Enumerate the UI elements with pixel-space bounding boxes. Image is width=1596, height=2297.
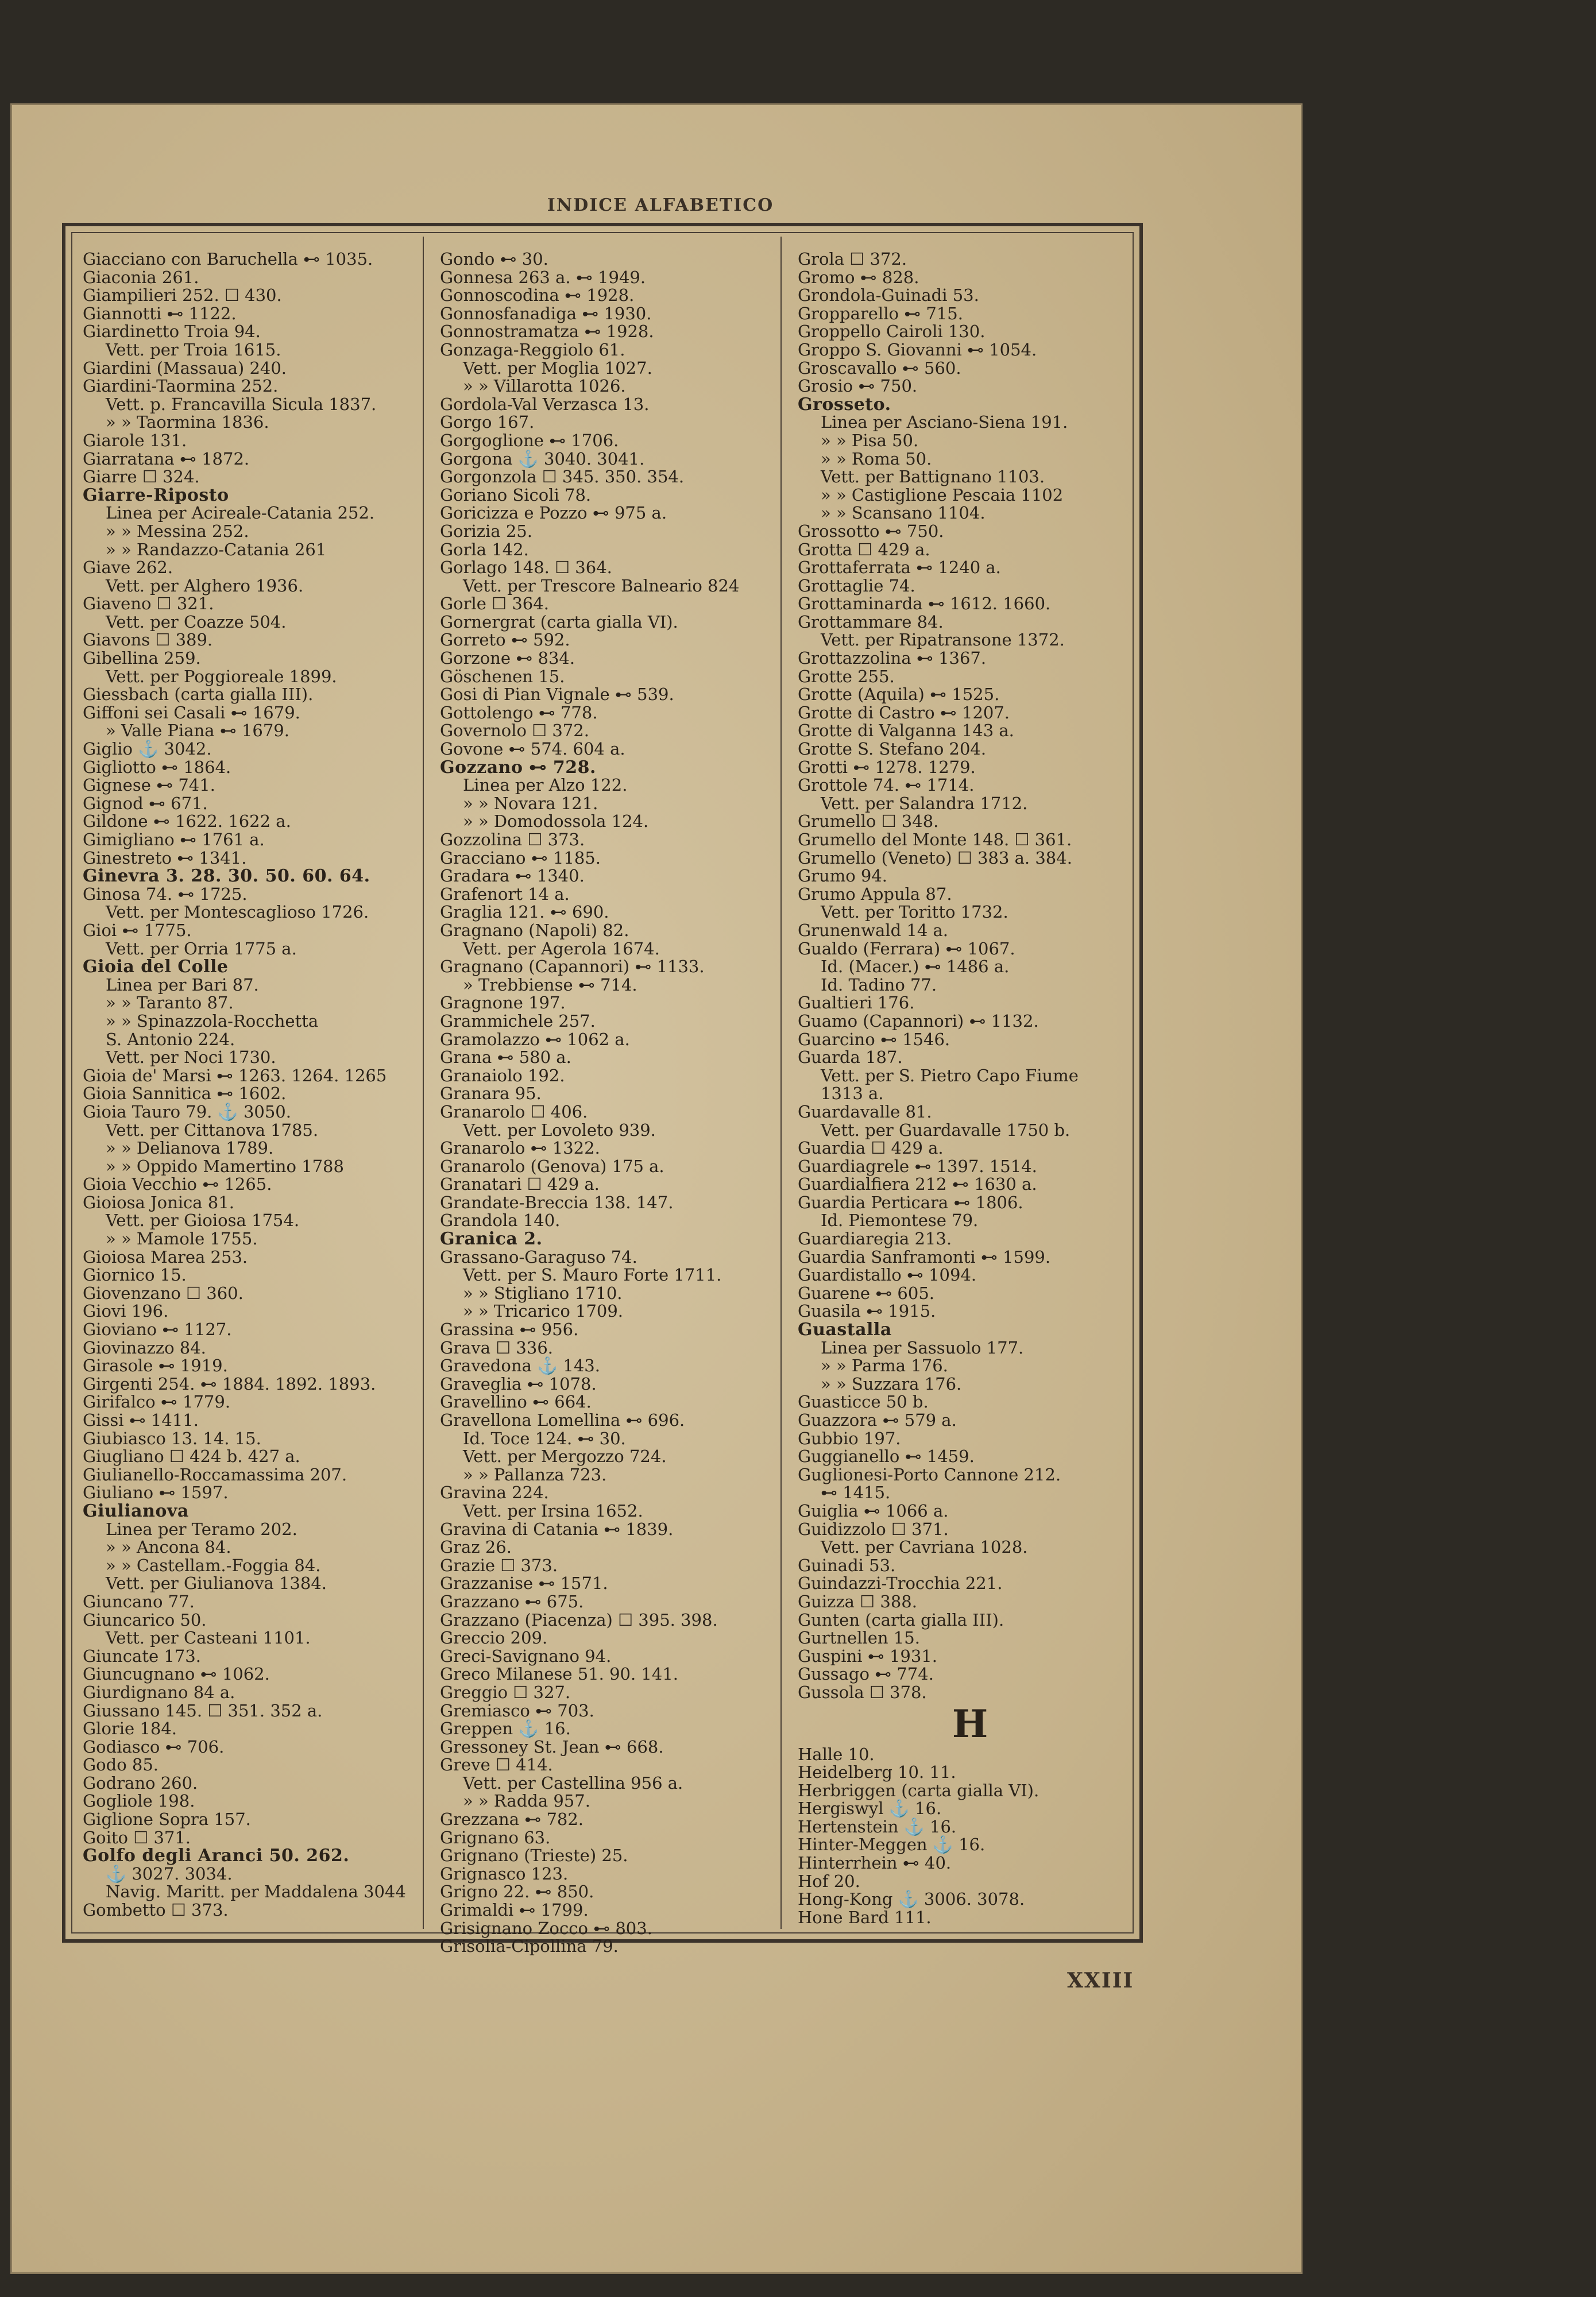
index-entry: Giaveno ☐ 321. — [83, 594, 214, 614]
index-entry: Linea per Acireale-Catania 252. — [106, 503, 375, 523]
index-entry: Gussago ⊷ 774. — [798, 1664, 934, 1684]
index-entry: Gioiosa Jonica 81. — [83, 1192, 234, 1212]
index-entry: Gualdo (Ferrara) ⊷ 1067. — [798, 938, 1015, 958]
index-entry: Grumo Appula 87. — [798, 884, 952, 904]
page-title: INDICE ALFABETICO — [547, 195, 774, 215]
index-entry: Giuliano ⊷ 1597. — [83, 1483, 229, 1503]
index-column-1 — [83, 249, 427, 1920]
index-entry: Giovenzano ☐ 360. — [83, 1283, 244, 1303]
index-entry: Giarre ☐ 324. — [83, 467, 200, 487]
index-entry: Gibellina 259. — [83, 648, 201, 668]
index-entry: Grandola 140. — [440, 1211, 561, 1231]
index-entry: Grassano-Garaguso 74. — [440, 1247, 637, 1267]
index-entry: Linea per Asciano-Siena 191. — [821, 412, 1068, 432]
page-number: XXIII — [1067, 1969, 1134, 1993]
index-column-3 — [798, 249, 1142, 1927]
index-entry: Guastalla — [798, 1320, 892, 1340]
index-entry: Hone Bard 111. — [798, 1907, 932, 1927]
index-entry: Vett. per Trescore Balneario 824 — [463, 575, 740, 595]
index-entry: Groppo S. Giovanni ⊷ 1054. — [798, 339, 1037, 359]
index-entry: Hinter-Meggen ⚓ 16. — [798, 1835, 986, 1855]
index-entry: Giffoni sei Casali ⊷ 1679. — [83, 702, 300, 722]
index-entry: » » Tricarico 1709. — [463, 1301, 624, 1321]
index-entry: Vett. per Orria 1775 a. — [106, 938, 297, 958]
index-entry: Greci-Savignano 94. — [440, 1646, 612, 1666]
index-entry: Giave 262. — [83, 558, 173, 578]
index-entry: Guglionesi-Porto Cannone 212. — [798, 1464, 1061, 1484]
index-entry: Grignano (Trieste) 25. — [440, 1846, 628, 1866]
index-entry: » » Castiglione Pescaia 1102 — [821, 485, 1064, 505]
index-entry: Gonnosfanadiga ⊷ 1930. — [440, 303, 652, 323]
index-entry: Gioia de' Marsi ⊷ 1263. 1264. 1265 — [83, 1065, 387, 1085]
index-entry: Vett. per Salandra 1712. — [821, 793, 1028, 813]
index-entry: Giardini-Taormina 252. — [83, 376, 279, 396]
index-entry: Greccio 209. — [440, 1628, 548, 1648]
index-entry: Grisignano Zocco ⊷ 803. — [440, 1918, 652, 1938]
index-entry: Grumello del Monte 148. ☐ 361. — [798, 830, 1072, 849]
index-entry: Linea per Sassuolo 177. — [821, 1337, 1024, 1358]
index-entry: Vett. per Agerola 1674. — [463, 938, 660, 958]
index-entry: Hinterrhein ⊷ 40. — [798, 1853, 952, 1873]
index-entry: Grava ☐ 336. — [440, 1337, 553, 1358]
index-entry: » » Scansano 1104. — [821, 503, 986, 523]
index-entry: Gioi ⊷ 1775. — [83, 920, 192, 940]
index-entry: Vett. per Battignano 1103. — [821, 467, 1045, 487]
index-entry: Girgenti 254. ⊷ 1884. 1892. 1893. — [83, 1374, 376, 1394]
index-entry: Guiglia ⊷ 1066 a. — [798, 1501, 949, 1521]
index-entry: Gozzano ⊷ 728. — [440, 757, 596, 778]
index-entry: Vett. per Coazze 504. — [106, 612, 287, 632]
index-entry: Ginosa 74. ⊷ 1725. — [83, 884, 248, 904]
index-entry: Grammichele 257. — [440, 1011, 596, 1031]
index-entry: Gorle ☐ 364. — [440, 594, 549, 614]
index-frame — [62, 223, 1143, 1956]
index-entry: Grossotto ⊷ 750. — [798, 521, 944, 541]
index-entry: Girasole ⊷ 1919. — [83, 1356, 228, 1376]
index-entry: Gorgo 167. — [440, 412, 535, 432]
index-entry: Id. Tadino 77. — [821, 975, 937, 995]
index-entry: Gildone ⊷ 1622. 1622 a. — [83, 811, 291, 832]
index-entry: Vett. per Giulianova 1384. — [106, 1573, 327, 1594]
index-entry: Goriano Sicoli 78. — [440, 485, 592, 505]
index-entry: Gioiosa Marea 253. — [83, 1247, 248, 1267]
index-entry: Granarolo ☐ 406. — [440, 1101, 588, 1122]
index-entry: Guardia Sanframonti ⊷ 1599. — [798, 1247, 1051, 1267]
index-entry: Grosio ⊷ 750. — [798, 376, 918, 396]
index-entry: Grassina ⊷ 956. — [440, 1320, 579, 1340]
index-entry: Greggio ☐ 327. — [440, 1682, 571, 1702]
index-entry: Gorreto ⊷ 592. — [440, 630, 570, 650]
index-entry: Groscavallo ⊷ 560. — [798, 358, 961, 378]
index-entry: Gubbio 197. — [798, 1428, 901, 1448]
index-entry: Gordola-Val Verzasca 13. — [440, 394, 650, 414]
index-entry: Guazzora ⊷ 579 a. — [798, 1410, 957, 1430]
index-entry: Vett. per Cavriana 1028. — [821, 1537, 1028, 1557]
index-entry: Grottaferrata ⊷ 1240 a. — [798, 558, 1001, 578]
index-entry: Granaiolo 192. — [440, 1065, 565, 1085]
index-entry: Linea per Bari 87. — [106, 975, 259, 995]
index-entry: » » Spinazzola-Rocchetta — [106, 1011, 319, 1031]
index-entry: Grazzano ⊷ 675. — [440, 1591, 584, 1611]
index-entry: Vett. per S. Mauro Forte 1711. — [463, 1265, 722, 1285]
index-entry: Grezzana ⊷ 782. — [440, 1809, 584, 1830]
index-entry: Vett. per Moglia 1027. — [463, 358, 652, 378]
index-entry: » » Parma 176. — [821, 1356, 948, 1376]
index-entry: Granara 95. — [440, 1084, 542, 1104]
index-entry: Godrano 260. — [83, 1773, 198, 1793]
index-entry: Guinadi 53. — [798, 1555, 896, 1575]
index-entry: Grotte S. Stefano 204. — [798, 739, 987, 759]
index-entry: Gottolengo ⊷ 778. — [440, 702, 598, 722]
index-entry: Gremiasco ⊷ 703. — [440, 1700, 594, 1720]
index-entry: Gonnesa 263 a. ⊷ 1949. — [440, 267, 646, 287]
index-entry: Gualtieri 176. — [798, 993, 915, 1013]
index-entry: Guggianello ⊷ 1459. — [798, 1447, 975, 1467]
index-entry: Greco Milanese 51. 90. 141. — [440, 1664, 678, 1684]
index-entry: Giuncano 77. — [83, 1591, 195, 1611]
index-entry: Linea per Alzo 122. — [463, 775, 628, 795]
index-entry: Gunten (carta gialla III). — [798, 1610, 1004, 1630]
index-entry: Giaconia 261. — [83, 267, 199, 287]
index-entry: Guamo (Capannori) ⊷ 1132. — [798, 1011, 1039, 1031]
index-entry: Hof 20. — [798, 1871, 860, 1891]
letter-heading: H — [952, 1701, 988, 1746]
index-entry: Granarolo (Genova) 175 a. — [440, 1156, 664, 1176]
index-entry: Guardiagrele ⊷ 1397. 1514. — [798, 1156, 1037, 1176]
index-entry: Giarratana ⊷ 1872. — [83, 448, 250, 469]
index-entry: Vett. per Castellina 956 a. — [463, 1773, 683, 1793]
index-entry: Giarre-Riposto — [83, 485, 229, 505]
index-entry: Vett. per Cittanova 1785. — [106, 1120, 319, 1140]
index-entry: Giglio ⚓ 3042. — [83, 739, 212, 759]
index-entry: » » Taranto 87. — [106, 993, 234, 1013]
index-entry: 1313 a. — [821, 1084, 884, 1104]
index-entry: Gombetto ☐ 373. — [83, 1900, 229, 1920]
index-entry: Gioia Vecchio ⊷ 1265. — [83, 1174, 272, 1194]
index-entry: Vett. per Ripatransone 1372. — [821, 630, 1065, 650]
index-entry: Grazie ☐ 373. — [440, 1555, 558, 1575]
index-entry: Guspini ⊷ 1931. — [798, 1646, 937, 1666]
index-entry: Gignod ⊷ 671. — [83, 793, 208, 813]
index-entry: Giessbach (carta gialla III). — [83, 685, 314, 705]
index-entry: Giuncarico 50. — [83, 1610, 207, 1630]
index-entry: Giovinazzo 84. — [83, 1337, 206, 1358]
index-entry: Gondo ⊷ 30. — [440, 249, 548, 269]
index-entry: Giannotti ⊷ 1122. — [83, 303, 237, 323]
index-entry: Gonzaga-Reggiolo 61. — [440, 339, 625, 359]
index-entry: Grisolia-Cipollina 79. — [440, 1936, 619, 1956]
index-entry: Giardini (Massaua) 240. — [83, 358, 287, 378]
index-entry: Gornergrat (carta gialla VI). — [440, 612, 678, 632]
index-entry: Gravellino ⊷ 664. — [440, 1392, 592, 1412]
index-entry: » » Randazzo-Catania 261 — [106, 539, 327, 559]
index-entry: Vett. per Alghero 1936. — [106, 575, 304, 595]
index-entry: Gravellona Lomellina ⊷ 696. — [440, 1410, 685, 1430]
index-entry: Gradara ⊷ 1340. — [440, 866, 585, 886]
index-entry: Granatari ☐ 429 a. — [440, 1174, 600, 1194]
index-column-2 — [440, 249, 785, 1956]
index-entry: Golfo degli Aranci 50. 262. — [83, 1846, 350, 1866]
index-entry: Vett. per Montescaglioso 1726. — [106, 902, 369, 922]
index-entry: Gissi ⊷ 1411. — [83, 1410, 199, 1430]
index-entry: Grunenwald 14 a. — [798, 920, 949, 940]
index-entry: Gonnostramatza ⊷ 1928. — [440, 322, 654, 342]
index-entry: Graveglia ⊷ 1078. — [440, 1374, 597, 1394]
index-entry: Herbriggen (carta gialla VI). — [798, 1780, 1039, 1800]
index-entry: Navig. Maritt. per Maddalena 3044 — [106, 1882, 406, 1902]
index-entry: Vett. per Troia 1615. — [106, 339, 281, 359]
index-entry: Vett. per S. Pietro Capo Fiume — [821, 1065, 1079, 1085]
index-entry: Grottazzolina ⊷ 1367. — [798, 648, 987, 668]
index-entry: Vett. per Noci 1730. — [106, 1047, 276, 1068]
index-entry: Vett. per Poggioreale 1899. — [106, 666, 337, 686]
index-entry: Id. (Macer.) ⊷ 1486 a. — [821, 957, 1010, 977]
index-entry: Grottaminarda ⊷ 1612. 1660. — [798, 594, 1051, 614]
index-entry: Glorie 184. — [83, 1719, 177, 1739]
index-entry: ⊷ 1415. — [821, 1483, 891, 1503]
index-entry: Grotte (Aquila) ⊷ 1525. — [798, 685, 1000, 705]
index-entry: Vett. per Gioiosa 1754. — [106, 1211, 300, 1231]
index-entry: » » Delianova 1789. — [106, 1138, 274, 1158]
index-entry: Vett. per Casteani 1101. — [106, 1628, 311, 1648]
index-entry: Vett. p. Francavilla Sicula 1837. — [106, 394, 377, 414]
index-entry: Ginevra 3. 28. 30. 50. 60. 64. — [83, 866, 370, 887]
index-entry: Graglia 121. ⊷ 690. — [440, 902, 609, 922]
index-entry: Gioia Sannitica ⊷ 1602. — [83, 1084, 287, 1104]
index-entry: Grazzano (Piacenza) ☐ 395. 398. — [440, 1610, 718, 1630]
index-entry: Govone ⊷ 574. 604 a. — [440, 739, 625, 759]
index-entry: » » Suzzara 176. — [821, 1374, 962, 1394]
index-entry: Governolo ☐ 372. — [440, 721, 589, 741]
index-entry: Graz 26. — [440, 1537, 512, 1557]
index-entry: Grola ☐ 372. — [798, 249, 907, 269]
index-entry: Grana ⊷ 580 a. — [440, 1047, 571, 1068]
index-entry: Gravedona ⚓ 143. — [440, 1356, 600, 1376]
index-entry: Hergiswyl ⚓ 16. — [798, 1799, 942, 1819]
index-entry: Giornico 15. — [83, 1265, 187, 1285]
index-entry: Giulianello-Roccamassima 207. — [83, 1464, 347, 1484]
index-entry: Grotte di Castro ⊷ 1207. — [798, 702, 1010, 722]
index-entry: Vett. per Toritto 1732. — [821, 902, 1008, 922]
index-entry: » » Mamole 1755. — [106, 1229, 258, 1249]
index-entry: Gorgoglione ⊷ 1706. — [440, 430, 619, 450]
index-entry: Gressoney St. Jean ⊷ 668. — [440, 1737, 664, 1757]
index-entry: Gropparello ⊷ 715. — [798, 303, 963, 323]
index-entry: Grumello ☐ 348. — [798, 811, 939, 832]
index-entry: Hong-Kong ⚓ 3006. 3078. — [798, 1889, 1025, 1909]
index-entry: Halle 10. — [798, 1744, 875, 1764]
index-entry: Guardia Perticara ⊷ 1806. — [798, 1192, 1023, 1212]
index-entry: Gorla 142. — [440, 539, 529, 559]
index-entry: Girifalco ⊷ 1779. — [83, 1392, 231, 1412]
index-entry: Gorlago 148. ☐ 364. — [440, 558, 612, 578]
index-entry: Guizza ☐ 388. — [798, 1591, 917, 1611]
index-entry: Guardialfiera 212 ⊷ 1630 a. — [798, 1174, 1037, 1194]
index-entry: » » Villarotta 1026. — [463, 376, 626, 396]
index-entry: Goricizza e Pozzo ⊷ 975 a. — [440, 503, 667, 523]
index-entry: ⚓ 3027. 3034. — [106, 1863, 233, 1884]
index-entry: Gragnone 197. — [440, 993, 566, 1013]
index-entry: Grotte 255. — [798, 666, 895, 686]
index-entry: Guardavalle 81. — [798, 1101, 932, 1122]
index-entry: Grumo 94. — [798, 866, 888, 886]
index-entry: Guardistallo ⊷ 1094. — [798, 1265, 977, 1285]
index-entry: Grumello (Veneto) ☐ 383 a. 384. — [798, 848, 1072, 868]
index-entry: Gioia del Colle — [83, 957, 229, 977]
index-entry: Giarole 131. — [83, 430, 187, 450]
index-entry: Ginestreto ⊷ 1341. — [83, 848, 247, 868]
index-entry: Giussano 145. ☐ 351. 352 a. — [83, 1700, 323, 1720]
index-entry: Guindazzi-Trocchia 221. — [798, 1573, 1003, 1594]
index-entry: Grosseto. — [798, 394, 891, 415]
index-entry: Gussola ☐ 378. — [798, 1682, 927, 1702]
index-entry: Grondola-Guinadi 53. — [798, 285, 979, 306]
index-entry: Vett. per Irsina 1652. — [463, 1501, 643, 1521]
index-entry: Vett. per Lovoleto 939. — [463, 1120, 656, 1140]
index-entry: » Trebbiense ⊷ 714. — [463, 975, 637, 995]
index-entry: » » Castellam.-Foggia 84. — [106, 1555, 321, 1575]
index-entry: Granarolo ⊷ 1322. — [440, 1138, 600, 1158]
index-entry: » » Domodossola 124. — [463, 811, 649, 832]
index-entry: Gorzone ⊷ 834. — [440, 648, 575, 668]
index-entry: Gracciano ⊷ 1185. — [440, 848, 601, 868]
index-entry: Grazzanise ⊷ 1571. — [440, 1573, 608, 1594]
index-entry: Guasticce 50 b. — [798, 1392, 929, 1412]
index-entry: Godiasco ⊷ 706. — [83, 1737, 225, 1757]
index-entry: Gigliotto ⊷ 1864. — [83, 757, 231, 777]
index-entry: » » Stigliano 1710. — [463, 1283, 623, 1303]
index-entry: Godo 85. — [83, 1755, 159, 1775]
index-entry: Grotta ☐ 429 a. — [798, 539, 930, 559]
index-entry: Giovi 196. — [83, 1301, 169, 1321]
index-entry: Grimaldi ⊷ 1799. — [440, 1900, 589, 1920]
index-entry: Gurtnellen 15. — [798, 1628, 920, 1648]
index-entry: Id. Piemontese 79. — [821, 1211, 979, 1231]
index-entry: Grignano 63. — [440, 1827, 551, 1847]
index-entry: » » Pallanza 723. — [463, 1464, 607, 1484]
index-entry: Gromo ⊷ 828. — [798, 267, 919, 287]
index-entry: Giuncate 173. — [83, 1646, 201, 1666]
index-entry: Guarda 187. — [798, 1047, 903, 1068]
index-entry: Grafenort 14 a. — [440, 884, 570, 904]
index-entry: Hertenstein ⚓ 16. — [798, 1816, 957, 1836]
index-entry: » » Taormina 1836. — [106, 412, 269, 432]
index-entry: Gimigliano ⊷ 1761 a. — [83, 830, 265, 849]
index-entry: Göschenen 15. — [440, 666, 565, 686]
index-entry: Grigno 22. ⊷ 850. — [440, 1882, 594, 1902]
index-entry: Gravina di Catania ⊷ 1839. — [440, 1519, 674, 1539]
index-entry: Gorgonzola ☐ 345. 350. 354. — [440, 467, 685, 487]
index-entry: Giulianova — [83, 1501, 189, 1521]
index-entry: Grotti ⊷ 1278. 1279. — [798, 757, 976, 777]
index-entry: » » Messina 252. — [106, 521, 249, 541]
index-entry: Id. Toce 124. ⊷ 30. — [463, 1428, 626, 1448]
index-entry: Vett. per Guardavalle 1750 b. — [821, 1120, 1071, 1140]
index-entry: Linea per Teramo 202. — [106, 1519, 297, 1539]
index-entry: Gravina 224. — [440, 1483, 549, 1503]
index-entry: Guarcino ⊷ 1546. — [798, 1029, 950, 1049]
index-entry: Heidelberg 10. 11. — [798, 1762, 956, 1782]
index-entry: Gogliole 198. — [83, 1791, 195, 1811]
index-entry: Gioia Tauro 79. ⚓ 3050. — [83, 1101, 291, 1122]
index-entry: Giurdignano 84 a. — [83, 1682, 235, 1702]
index-entry: Gorgona ⚓ 3040. 3041. — [440, 448, 645, 469]
index-entry: Grotte di Valganna 143 a. — [798, 721, 1014, 741]
index-entry: » Valle Piana ⊷ 1679. — [106, 721, 289, 741]
index-entry: » » Roma 50. — [821, 448, 932, 469]
index-entry: Giavons ☐ 389. — [83, 630, 213, 650]
index-entry: » » Oppido Mamertino 1788 — [106, 1156, 344, 1176]
index-entry: Gorizia 25. — [440, 521, 532, 541]
index-entry: Giugliano ☐ 424 b. 427 a. — [83, 1447, 300, 1467]
index-entry: Gonnoscodina ⊷ 1928. — [440, 285, 635, 306]
index-entry: Gosi di Pian Vignale ⊷ 539. — [440, 685, 674, 705]
index-entry: Groppello Cairoli 130. — [798, 322, 986, 342]
index-entry: Giuncugnano ⊷ 1062. — [83, 1664, 270, 1684]
index-entry: Guidizzolo ☐ 371. — [798, 1519, 949, 1539]
index-entry: Giacciano con Baruchella ⊷ 1035. — [83, 249, 373, 269]
index-entry: Gragnano (Capannori) ⊷ 1133. — [440, 957, 705, 977]
index-entry: Gramolazzo ⊷ 1062 a. — [440, 1029, 630, 1049]
index-entry: Vett. per Mergozzo 724. — [463, 1447, 667, 1467]
index-entry: Giardinetto Troia 94. — [83, 322, 261, 342]
index-entry: Guarene ⊷ 605. — [798, 1283, 935, 1303]
index-entry: Gozzolina ☐ 373. — [440, 830, 585, 849]
index-entry: Greve ☐ 414. — [440, 1755, 553, 1775]
index-entry: Grignasco 123. — [440, 1863, 569, 1884]
index-entry: Grottaglie 74. — [798, 575, 915, 595]
index-entry: » » Novara 121. — [463, 793, 598, 813]
index-entry: » » Radda 957. — [463, 1791, 590, 1811]
index-entry: Grottammare 84. — [798, 612, 944, 632]
index-entry: Greppen ⚓ 16. — [440, 1719, 571, 1739]
index-entry: Giampilieri 252. ☐ 430. — [83, 285, 282, 306]
index-entry: Giglione Sopra 157. — [83, 1809, 251, 1830]
index-entry: Goito ☐ 371. — [83, 1827, 191, 1847]
index-entry: Grottole 74. ⊷ 1714. — [798, 775, 975, 795]
index-entry: Giubiasco 13. 14. 15. — [83, 1428, 261, 1448]
index-entry: Guardiaregia 213. — [798, 1229, 952, 1249]
index-entry: » » Ancona 84. — [106, 1537, 231, 1557]
index-entry: Gioviano ⊷ 1127. — [83, 1320, 232, 1340]
index-entry: Gragnano (Napoli) 82. — [440, 920, 629, 940]
index-entry: S. Antonio 224. — [106, 1029, 235, 1049]
index-entry: Guardia ☐ 429 a. — [798, 1138, 944, 1158]
index-entry: Grandate-Breccia 138. 147. — [440, 1192, 674, 1212]
index-entry: Granica 2. — [440, 1229, 543, 1250]
index-entry: Guasila ⊷ 1915. — [798, 1301, 936, 1321]
index-entry: » » Pisa 50. — [821, 430, 919, 450]
index-entry: Gignese ⊷ 741. — [83, 775, 215, 795]
